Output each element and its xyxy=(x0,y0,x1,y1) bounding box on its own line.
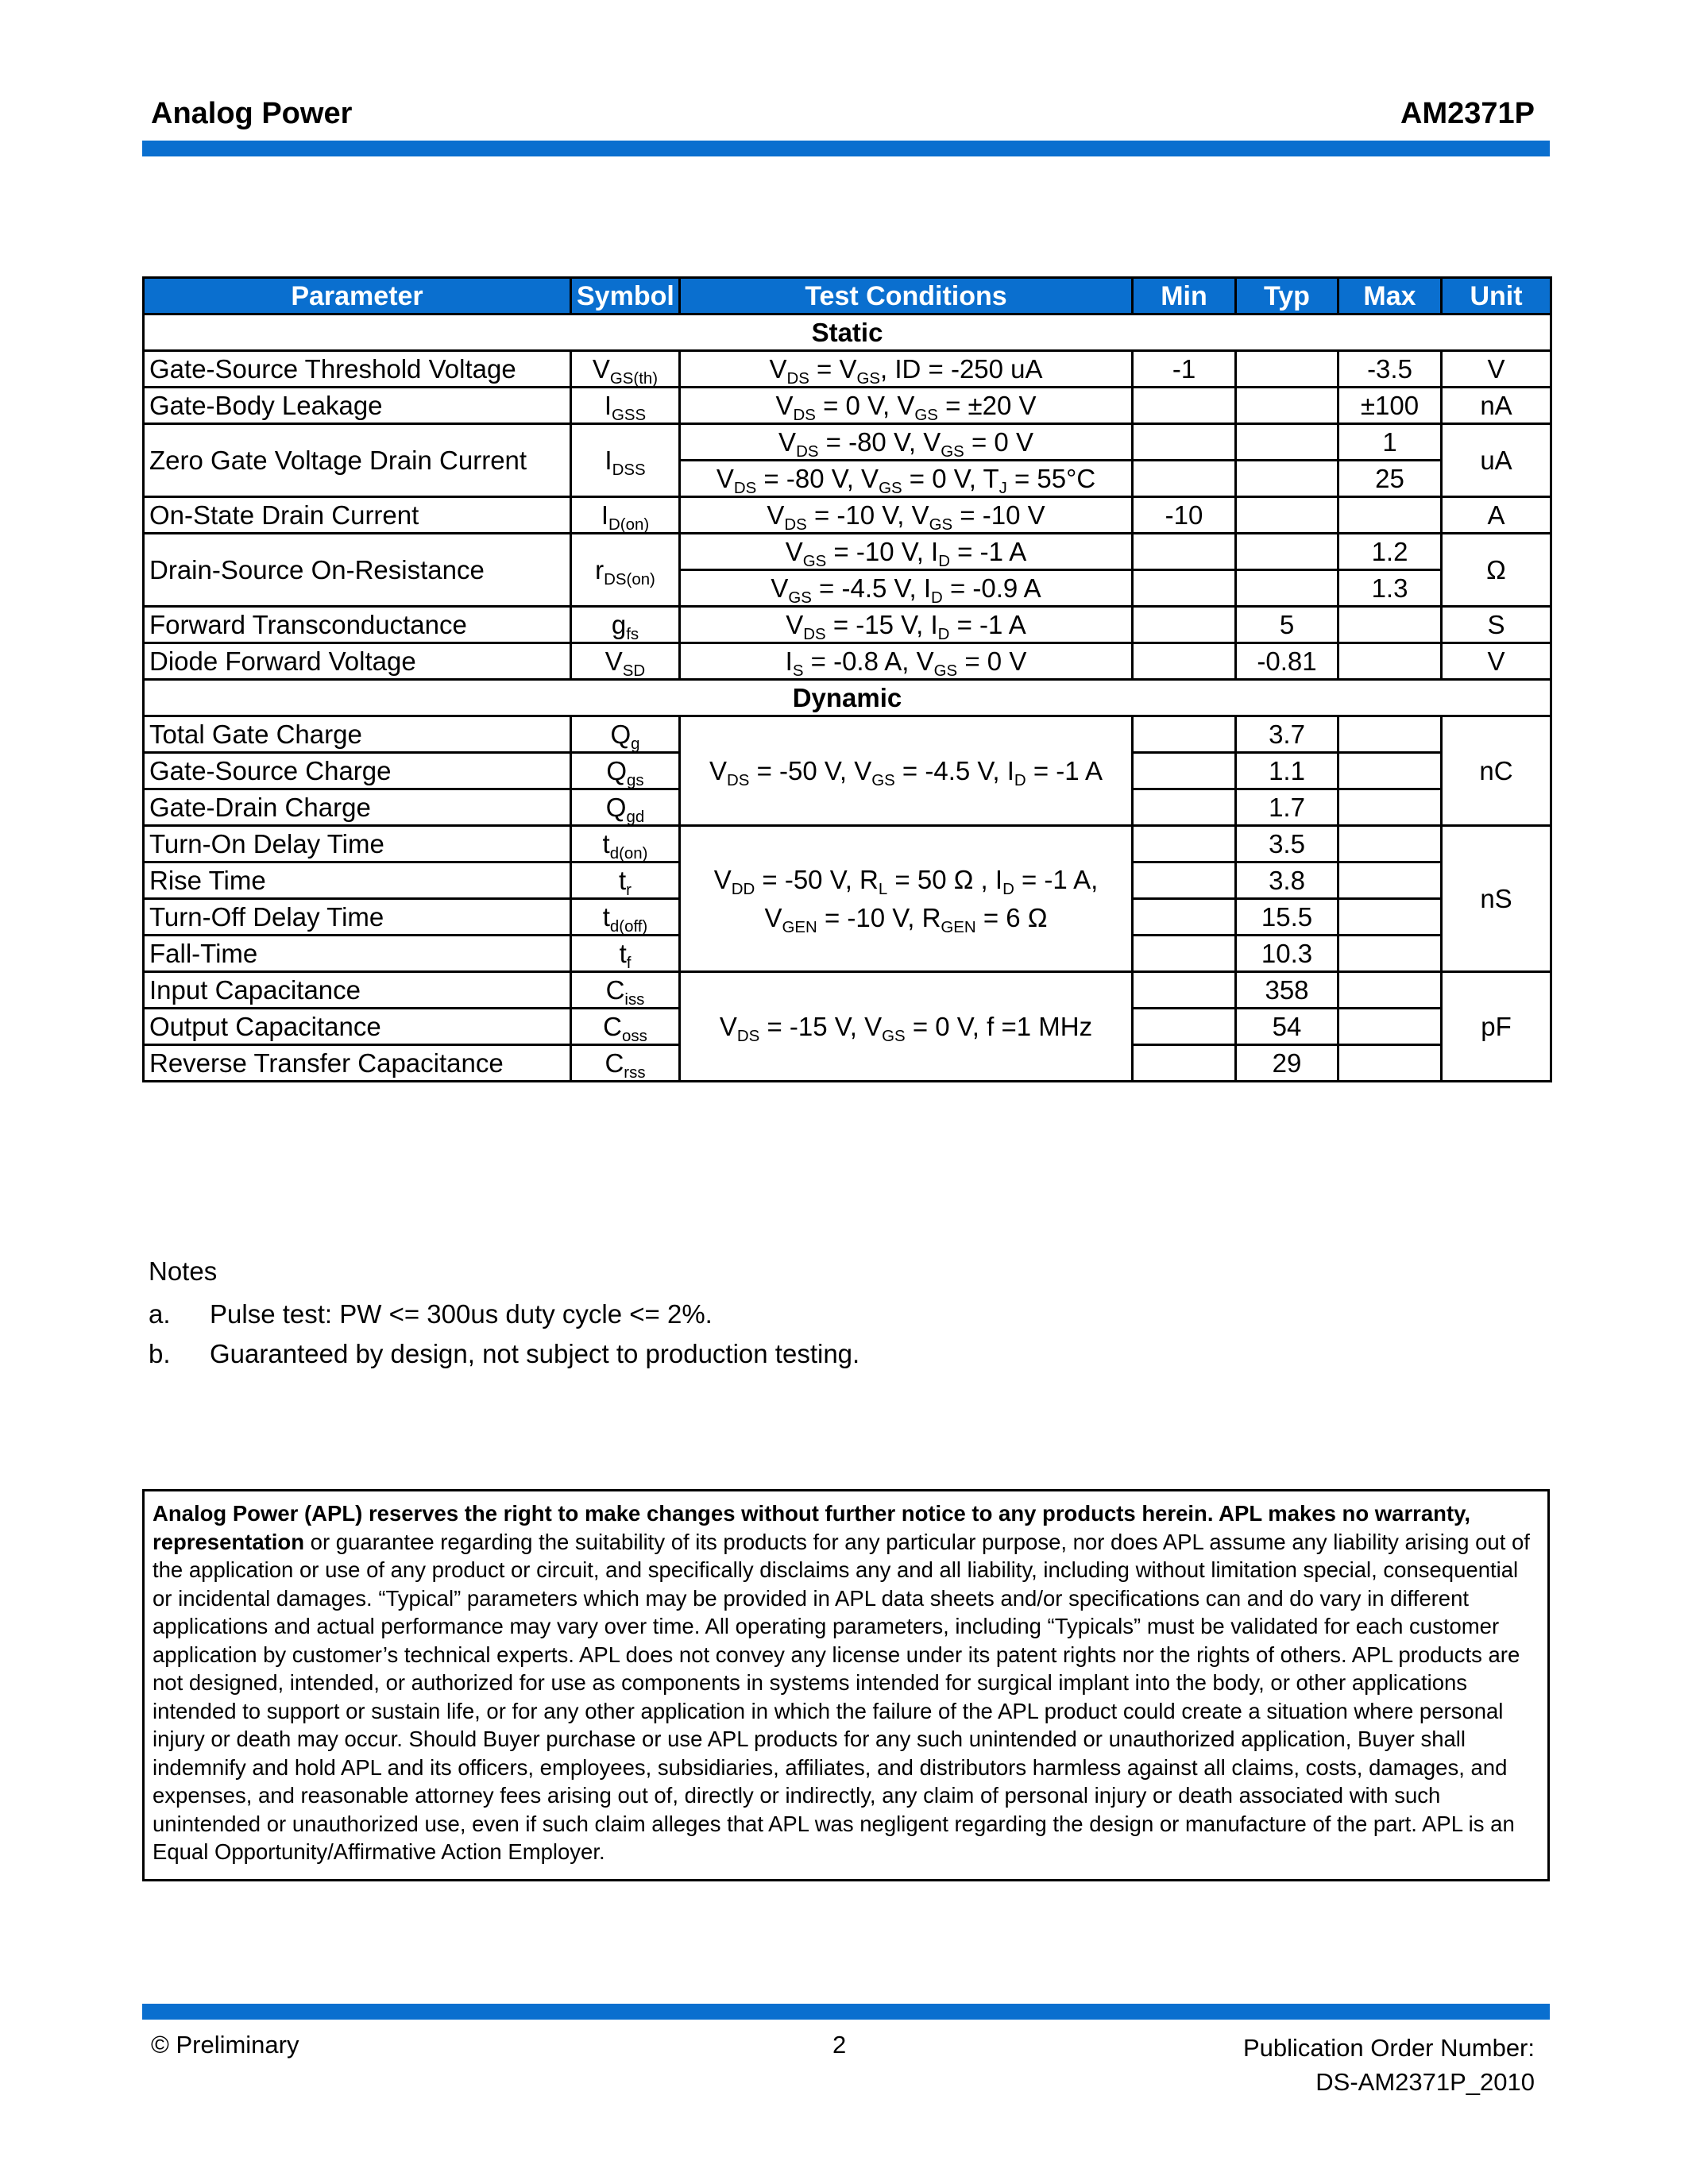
typ-cell: 358 xyxy=(1236,972,1338,1009)
max-cell xyxy=(1338,753,1442,789)
condition-cell: $I_S = -0.8$ A, $V_{GS} = 0$ V xyxy=(680,643,1133,680)
param-cell: Output Capacitance xyxy=(144,1009,571,1045)
typ-cell xyxy=(1236,351,1338,388)
min-cell xyxy=(1133,789,1236,826)
typ-cell: 1.7 xyxy=(1236,789,1338,826)
min-cell xyxy=(1133,388,1236,424)
unit-cell: S xyxy=(1442,607,1551,643)
symbol-cell: $r_{DS(on)}$ xyxy=(571,534,680,607)
condition-cell: $V_{GS} = -10$ V, $I_D = -1$ A xyxy=(680,534,1133,570)
symbol-cell: $g_{fs}$ xyxy=(571,607,680,643)
min-cell: -10 xyxy=(1133,497,1236,534)
max-cell: -3.5 xyxy=(1338,351,1442,388)
symbol-cell: $I_{D(on)}$ xyxy=(571,497,680,534)
unit-cell: nS xyxy=(1442,826,1551,972)
page-number: 2 xyxy=(832,2031,847,2059)
param-cell: Turn-Off Delay Time xyxy=(144,899,571,936)
param-cell: Input Capacitance xyxy=(144,972,571,1009)
max-cell xyxy=(1338,607,1442,643)
condition-cell: $V_{DS} = V_{GS}$, ID = -250 uA xyxy=(680,351,1133,388)
param-cell: Diode Forward Voltage xyxy=(144,643,571,680)
min-cell xyxy=(1133,716,1236,753)
param-cell: Zero Gate Voltage Drain Current xyxy=(144,424,571,497)
symbol-cell: $I_{DSS}$ xyxy=(571,424,680,497)
min-cell xyxy=(1133,607,1236,643)
param-cell: Forward Transconductance xyxy=(144,607,571,643)
unit-cell: V xyxy=(1442,351,1551,388)
note-marker: a. xyxy=(149,1299,171,1329)
max-cell xyxy=(1338,826,1442,862)
symbol-cell: $t_r$ xyxy=(571,862,680,899)
symbol-cell: $C_{oss}$ xyxy=(571,1009,680,1045)
param-cell: Fall-Time xyxy=(144,936,571,972)
min-cell xyxy=(1133,643,1236,680)
table-row xyxy=(144,497,1551,534)
header-symbol: Symbol xyxy=(571,278,680,314)
condition-cell: $V_{DS} = -50$ V, $V_{GS} = -4.5$ V, $I_D = -1$ A xyxy=(680,716,1133,826)
max-cell xyxy=(1338,1045,1442,1082)
symbol-cell: $V_{GS(th)}$ xyxy=(571,351,680,388)
min-cell xyxy=(1133,461,1236,497)
param-cell: Turn-On Delay Time xyxy=(144,826,571,862)
table-row xyxy=(144,534,1551,570)
condition-cell: $V_{DS} = -80$ V, $V_{GS} = 0$ V, $T_J = 55^\circ C$ xyxy=(680,461,1133,497)
header-min: Min xyxy=(1133,278,1236,314)
part-number: AM2371P xyxy=(1400,97,1535,130)
symbol-cell: $Q_{gs}$ xyxy=(571,753,680,789)
typ-cell xyxy=(1236,497,1338,534)
publication-order-number xyxy=(1243,2031,1535,2099)
note-marker: b. xyxy=(149,1339,171,1368)
condition-cell: $V_{DS} = -80$ V, $V_{GS} = 0$ V xyxy=(680,424,1133,461)
note-text: Pulse test: PW <= 300us duty cycle <= 2%. xyxy=(210,1299,713,1329)
max-cell xyxy=(1338,643,1442,680)
max-cell: 1 xyxy=(1338,424,1442,461)
symbol-cell: $Q_{gd}$ xyxy=(571,789,680,826)
unit-cell: A xyxy=(1442,497,1551,534)
brand-name: Analog Power xyxy=(151,97,353,130)
symbol-cell: $C_{rss}$ xyxy=(571,1045,680,1082)
header-unit: Unit xyxy=(1442,278,1551,314)
max-cell xyxy=(1338,899,1442,936)
typ-cell xyxy=(1236,388,1338,424)
condition-cell: $V_{DS} = -15$ V, $V_{GS} = 0$ V, f =1 MHz xyxy=(680,972,1133,1082)
note-item xyxy=(149,1295,859,1334)
typ-cell xyxy=(1236,424,1338,461)
typ-cell xyxy=(1236,570,1338,607)
table-row xyxy=(144,643,1551,680)
min-cell: -1 xyxy=(1133,351,1236,388)
table-row xyxy=(144,716,1551,753)
symbol-cell: $Q_g$ xyxy=(571,716,680,753)
header-parameter: Parameter xyxy=(144,278,571,314)
note-item xyxy=(149,1334,859,1374)
unit-cell: nC xyxy=(1442,716,1551,826)
symbol-cell: $I_{GSS}$ xyxy=(571,388,680,424)
max-cell: 1.2 xyxy=(1338,534,1442,570)
table-row xyxy=(144,351,1551,388)
min-cell xyxy=(1133,424,1236,461)
electrical-characteristics-table xyxy=(142,276,1552,1082)
section-dynamic: Dynamic xyxy=(144,680,1551,716)
typ-cell: 3.5 xyxy=(1236,826,1338,862)
table-row xyxy=(144,826,1551,862)
header-rule xyxy=(142,141,1550,156)
min-cell xyxy=(1133,1009,1236,1045)
unit-cell: nA xyxy=(1442,388,1551,424)
param-cell: Drain-Source On-Resistance xyxy=(144,534,571,607)
param-cell: Gate-Drain Charge xyxy=(144,789,571,826)
min-cell xyxy=(1133,899,1236,936)
pub-number: DS-AM2371P_2010 xyxy=(1315,2068,1535,2096)
max-cell xyxy=(1338,497,1442,534)
max-cell: 25 xyxy=(1338,461,1442,497)
footer-preliminary: © Preliminary xyxy=(151,2031,299,2059)
pub-label: Publication Order Number: xyxy=(1243,2034,1535,2062)
max-cell xyxy=(1338,972,1442,1009)
table-row xyxy=(144,388,1551,424)
table-row xyxy=(144,607,1551,643)
unit-cell: V xyxy=(1442,643,1551,680)
min-cell xyxy=(1133,753,1236,789)
disclaimer-bold: Analog Power (APL) reserves the right to make changes without further notice to any products herein. APL makes no warranty, representation xyxy=(153,1501,1470,1554)
condition-cell: $V_{DS} = -10$ V, $V_{GS} = -10$ V xyxy=(680,497,1133,534)
notes-title: Notes xyxy=(149,1256,218,1286)
note-text: Guaranteed by design, not subject to production testing. xyxy=(210,1339,860,1368)
param-cell: Reverse Transfer Capacitance xyxy=(144,1045,571,1082)
max-cell xyxy=(1338,936,1442,972)
param-cell: Gate-Source Charge xyxy=(144,753,571,789)
typ-cell xyxy=(1236,461,1338,497)
typ-cell xyxy=(1236,534,1338,570)
symbol-cell: $t_{d(on)}$ xyxy=(571,826,680,862)
min-cell xyxy=(1133,1045,1236,1082)
table-row xyxy=(144,424,1551,461)
symbol-cell: $C_{iss}$ xyxy=(571,972,680,1009)
max-cell: ±100 xyxy=(1338,388,1442,424)
typ-cell: 29 xyxy=(1236,1045,1338,1082)
section-static: Static xyxy=(144,314,1551,351)
max-cell xyxy=(1338,789,1442,826)
symbol-cell: $V_{SD}$ xyxy=(571,643,680,680)
min-cell xyxy=(1133,534,1236,570)
footer-rule xyxy=(142,2004,1550,2020)
typ-cell: 15.5 xyxy=(1236,899,1338,936)
header-typ: Typ xyxy=(1236,278,1338,314)
param-cell: Gate-Body Leakage xyxy=(144,388,571,424)
symbol-cell: $t_f$ xyxy=(571,936,680,972)
min-cell xyxy=(1133,936,1236,972)
max-cell xyxy=(1338,1009,1442,1045)
min-cell xyxy=(1133,826,1236,862)
typ-cell: -0.81 xyxy=(1236,643,1338,680)
typ-cell: 1.1 xyxy=(1236,753,1338,789)
typ-cell: 10.3 xyxy=(1236,936,1338,972)
max-cell xyxy=(1338,716,1442,753)
typ-cell: 54 xyxy=(1236,1009,1338,1045)
notes-section xyxy=(149,1256,859,1374)
header-max: Max xyxy=(1338,278,1442,314)
condition-cell: $V_{DS} = 0$ V, $V_{GS} = \pm 20$ V xyxy=(680,388,1133,424)
unit-cell: uA xyxy=(1442,424,1551,497)
table-row xyxy=(144,972,1551,1009)
typ-cell: 5 xyxy=(1236,607,1338,643)
min-cell xyxy=(1133,862,1236,899)
legal-disclaimer xyxy=(142,1489,1550,1881)
typ-cell: 3.8 xyxy=(1236,862,1338,899)
min-cell xyxy=(1133,570,1236,607)
min-cell xyxy=(1133,972,1236,1009)
unit-cell: pF xyxy=(1442,972,1551,1082)
typ-cell: 3.7 xyxy=(1236,716,1338,753)
max-cell xyxy=(1338,862,1442,899)
condition-cell: $V_{DS} = -15$ V, $I_D = -1$ A xyxy=(680,607,1133,643)
condition-cell: $V_{DD} = -50$ V, $R_L = 50$ Ω , $I_D = -1$ A, $V_{GEN} = -10$ V, $R_{GEN} = 6$ Ω xyxy=(680,826,1133,972)
header-test-conditions: Test Conditions xyxy=(680,278,1133,314)
param-cell: Rise Time xyxy=(144,862,571,899)
disclaimer-text: or guarantee regarding the suitability of its products for any particular purpose, nor does APL assume any liability arising out of the application or use of any product or circuit, and specifically disclaims any and all liability, including without limitation special, consequential or incidental damages. “Typical” parameters which may be provided in APL data sheets and/or specifications can and do vary in different applications and actual performance may vary over time. All operating parameters, including “Typicals” must be validated for each customer application by customer’s technical experts. APL does not convey any license under its patent rights nor the rights of others. APL products are not designed, intended, or authorized for use as components in systems intended for surgical implant into the body, or other applications intended to support or sustain life, or for any other application in which the failure of the APL product could create a situation where personal injury or death may occur. Should Buyer purchase or use APL products for any such unintended or unauthorized application, Buyer shall indemnify and hold APL and its officers, employees, subsidiaries, affiliates, and distributors harmless against all claims, costs, damages, and expenses, and reasonable attorney fees arising out of, directly or indirectly, any claim of personal injury or death associated with such unintended or unauthorized use, even if such claim alleges that APL was negligent regarding the design or manufacture of the part. APL is an Equal Opportunity/Affirmative Action Employer. xyxy=(153,1529,1530,1864)
max-cell: 1.3 xyxy=(1338,570,1442,607)
param-cell: On-State Drain Current xyxy=(144,497,571,534)
condition-cell: $V_{GS} = -4.5$ V, $I_D = -0.9$ A xyxy=(680,570,1133,607)
unit-cell: Ω xyxy=(1442,534,1551,607)
param-cell: Gate-Source Threshold Voltage xyxy=(144,351,571,388)
table-header-row xyxy=(144,278,1551,314)
symbol-cell: $t_{d(off)}$ xyxy=(571,899,680,936)
param-cell: Total Gate Charge xyxy=(144,716,571,753)
